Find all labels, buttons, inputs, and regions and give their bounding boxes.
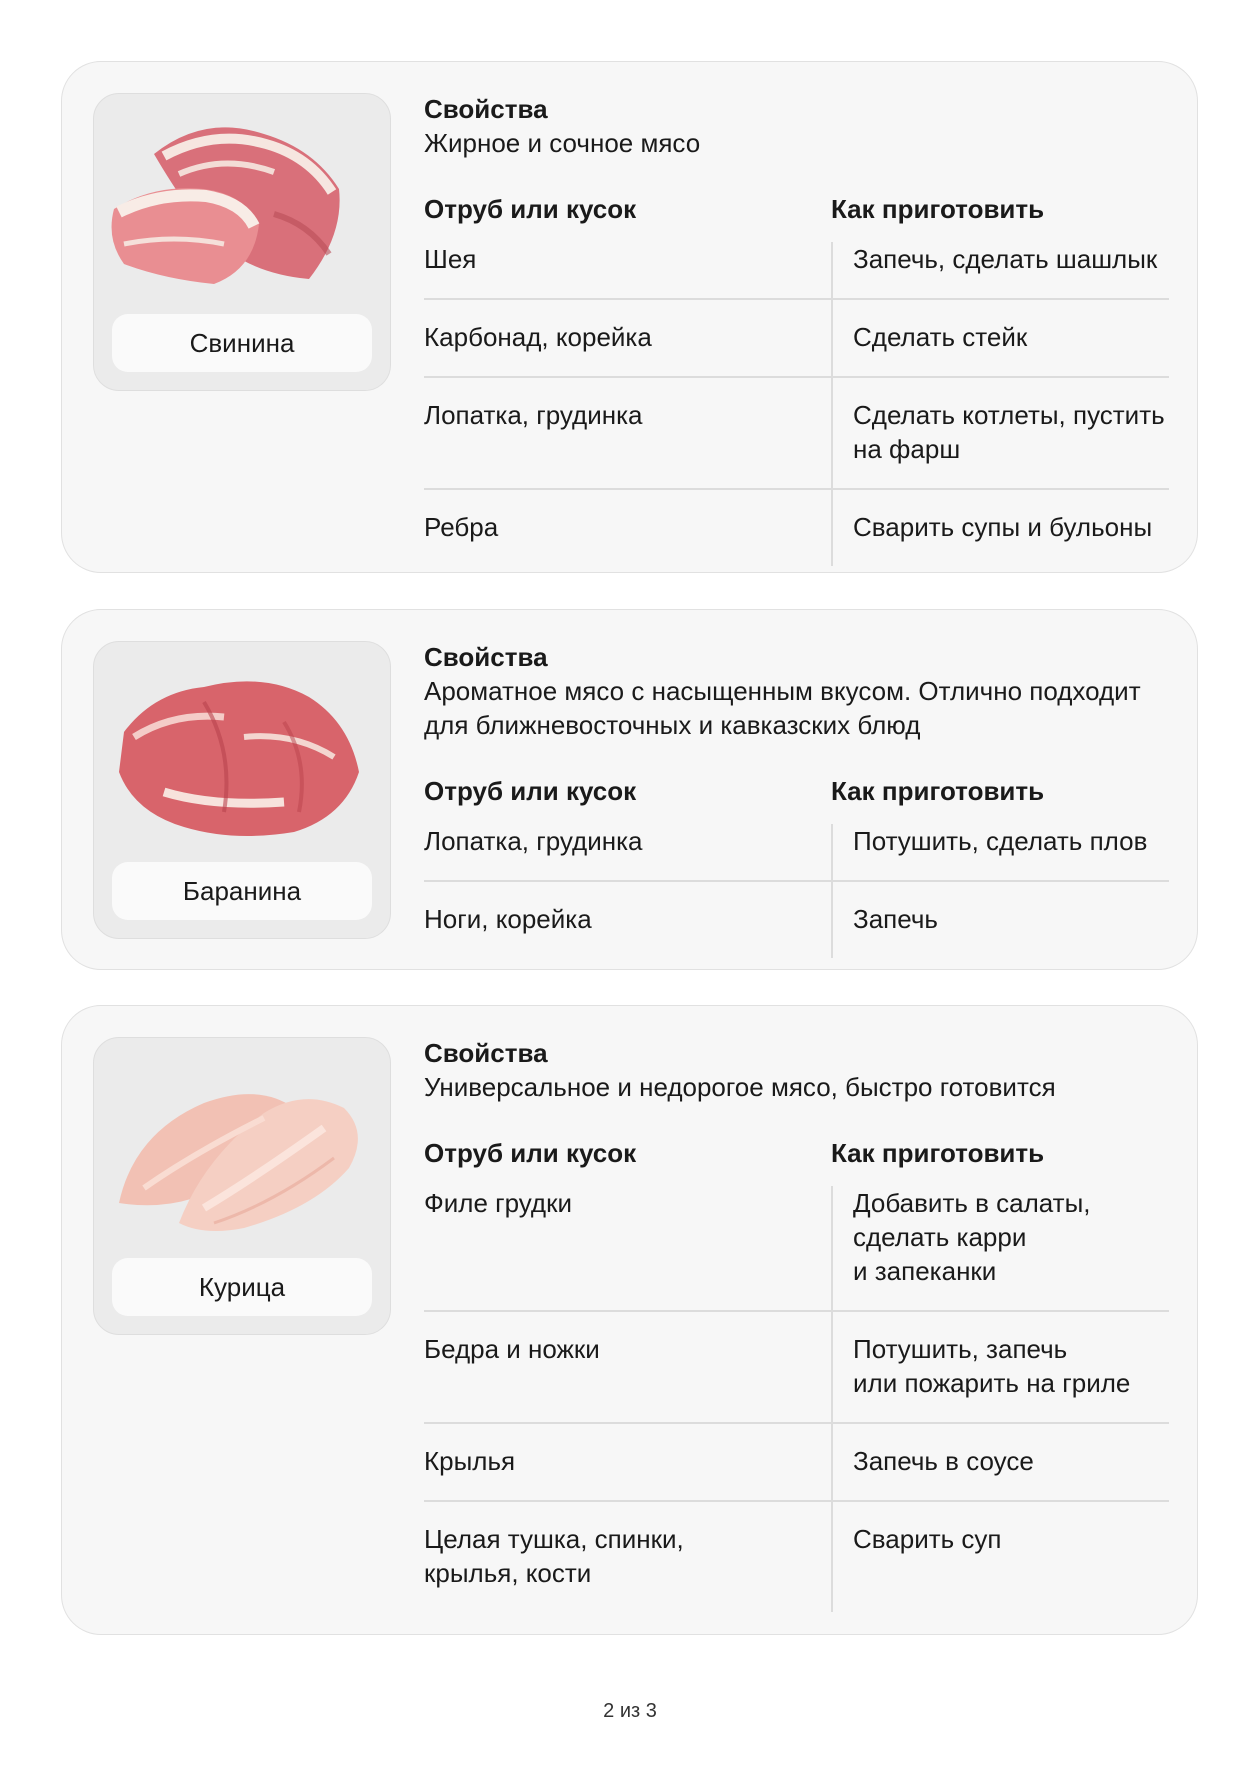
cook-cell: Потушить, запечь или пожарить на гриле <box>831 1312 1169 1422</box>
cook-column-header: Как приготовить <box>831 776 1045 806</box>
cook-cell: Сварить суп <box>831 1502 1169 1612</box>
cut-column-header: Отруб или кусок <box>424 1138 637 1168</box>
meat-card-lamb <box>61 609 1198 970</box>
cut-cell: Филе грудки <box>424 1188 573 1218</box>
cook-cell: Запечь, сделать шашлык <box>831 242 1169 298</box>
properties-title: Свойства <box>424 642 548 672</box>
table-row <box>424 300 1169 378</box>
properties-text: Универсальное и недорогое мясо, быстро готовится <box>424 1072 1056 1102</box>
cut-cell: Лопатка, грудинка <box>424 400 643 430</box>
cuts-table <box>424 1136 1169 1612</box>
meat-card-chicken <box>61 1005 1198 1635</box>
meat-info <box>424 1036 1169 1612</box>
table-row <box>424 1186 1169 1312</box>
cuts-table <box>424 192 1169 566</box>
cut-cell: Бедра и ножки <box>424 1334 600 1364</box>
table-row <box>424 378 1169 490</box>
meat-photo-frame <box>93 93 391 391</box>
cook-cell: Сварить супы и бульоны <box>831 490 1169 566</box>
cut-cell: Шея <box>424 244 477 274</box>
table-row <box>424 1502 1169 1612</box>
meat-info <box>424 92 1169 566</box>
chicken-meat-icon <box>94 1038 391 1258</box>
cook-cell: Сделать стейк <box>831 300 1169 376</box>
lamb-meat-icon <box>94 642 391 862</box>
properties-text: Ароматное мясо с насыщенным вкусом. Отлично подходит для ближневосточных и кавказских блюд <box>424 676 1141 740</box>
properties-text: Жирное и сочное мясо <box>424 128 701 158</box>
cut-cell: Крылья <box>424 1446 516 1476</box>
meat-card-pork <box>61 61 1198 573</box>
table-row <box>424 1424 1169 1502</box>
page-counter: 2 из 3 <box>603 1700 657 1722</box>
table-row <box>424 490 1169 566</box>
meat-photo-frame <box>93 1037 391 1335</box>
cook-column-header: Как приготовить <box>831 194 1045 224</box>
meat-name-label: Баранина <box>112 862 372 920</box>
cut-column-header: Отруб или кусок <box>424 776 637 806</box>
cut-cell: Ребра <box>424 512 499 542</box>
cook-cell: Потушить, сделать плов <box>831 824 1169 880</box>
properties-title: Свойства <box>424 1038 548 1068</box>
cut-cell: Ноги, корейка <box>424 904 592 934</box>
table-row <box>424 242 1169 300</box>
pork-meat-icon <box>94 94 391 314</box>
meat-name-label: Свинина <box>112 314 372 372</box>
cut-cell: Целая тушка, спинки, крылья, кости <box>424 1524 684 1588</box>
table-row <box>424 824 1169 882</box>
cook-cell: Запечь в соусе <box>831 1424 1169 1500</box>
cut-column-header: Отруб или кусок <box>424 194 637 224</box>
cut-cell: Лопатка, грудинка <box>424 826 643 856</box>
cook-column-header: Как приготовить <box>831 1138 1045 1168</box>
meat-info <box>424 640 1169 958</box>
properties-title: Свойства <box>424 94 548 124</box>
meat-name-label: Курица <box>112 1258 372 1316</box>
cut-cell: Карбонад, корейка <box>424 322 652 352</box>
cook-cell: Сделать котлеты, пустить на фарш <box>831 378 1169 488</box>
cuts-table <box>424 774 1169 958</box>
table-row <box>424 1312 1169 1424</box>
cook-cell: Добавить в салаты, сделать карри и запеканки <box>831 1186 1169 1310</box>
meat-photo-frame <box>93 641 391 939</box>
table-row <box>424 882 1169 958</box>
cook-cell: Запечь <box>831 882 1169 958</box>
